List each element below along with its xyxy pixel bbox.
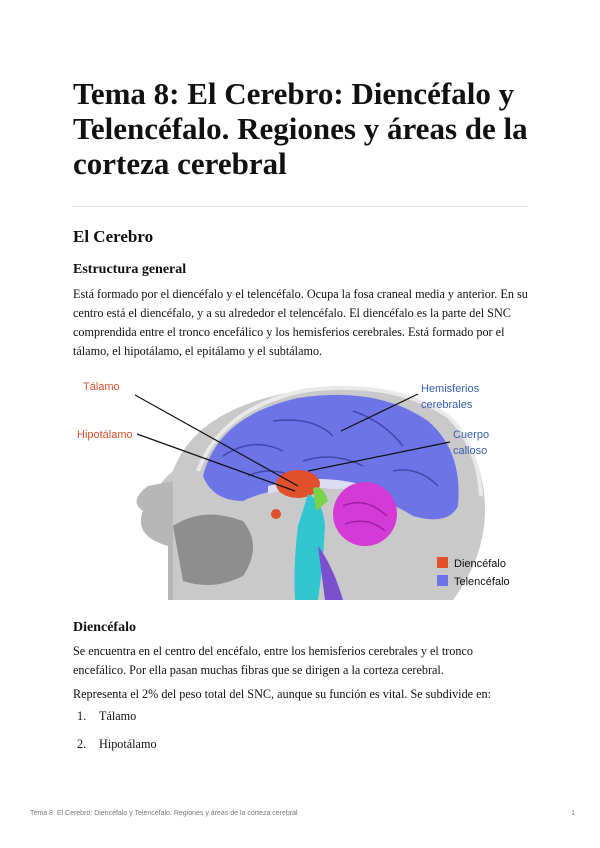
paragraph-diencefalo-2: Representa el 2% del peso total del SNC, aunque su función es vital. Se subdivide en:	[73, 687, 492, 701]
pituitary-region	[271, 509, 281, 519]
paragraph-diencefalo-1: Se encuentra en el centro del encéfalo, entre los hemisferios cerebrales y el tronco encefálico. Por ella pasan muchas fibras que se dirigen a la corteza cerebral.	[73, 644, 473, 677]
subdivision-list	[73, 706, 157, 762]
list-item: 1. Tálamo	[77, 709, 137, 723]
page-number: 1	[571, 810, 575, 817]
diencephalon-region	[276, 470, 320, 498]
label-hemisferios-line2: cerebrales	[421, 399, 473, 411]
list-item-text: Hipotálamo	[99, 737, 157, 751]
legend-swatch-telencefalo	[437, 575, 448, 586]
legend-label-diencefalo: Diencéfalo	[454, 558, 506, 570]
subsection-heading-diencefalo: Diencéfalo	[73, 620, 136, 635]
label-hipotalamo: Hipotálamo	[77, 429, 133, 441]
divider	[73, 206, 528, 207]
label-cuerpo-line1: Cuerpo	[453, 429, 490, 441]
list-item-text: Tálamo	[99, 709, 137, 723]
legend-label-telencefalo: Telencéfalo	[454, 576, 510, 588]
label-hemisferios-line1: Hemisferios	[421, 383, 480, 395]
label-talamo: Tálamo	[83, 381, 120, 393]
section-heading: El Cerebro	[73, 227, 154, 246]
label-cuerpo-line2: calloso	[453, 445, 488, 457]
page-title: Tema 8: El Cerebro: Diencéfalo y Telencéfalo. Regiones y áreas de la corteza cerebral	[73, 76, 528, 181]
brain-diagram	[73, 376, 528, 600]
subsection-heading-estructura: Estructura general	[73, 262, 187, 277]
paragraph-estructura: Está formado por el diencéfalo y el telencéfalo. Ocupa la fosa craneal media y anterior. En su centro está el diencéfalo, y a su alrededor el telencéfalo. El diencéfalo es la parte del SNC comprendida entre el tronco encefálico y los hemisferios cerebrales. Está formado por el tálamo, el hipotálamo, el epitálamo y el subtálamo.	[73, 287, 528, 358]
list-item: 2. Hipotálamo	[77, 737, 157, 751]
cerebellum-region	[333, 482, 397, 546]
legend-swatch-diencefalo	[437, 557, 448, 568]
nasal-cavity	[173, 515, 253, 585]
page-footer	[30, 810, 575, 817]
footer-text: Tema 8: El Cerebro: Diencéfalo y Telencéfalo. Regiones y áreas de la corteza cerebral	[30, 810, 298, 817]
